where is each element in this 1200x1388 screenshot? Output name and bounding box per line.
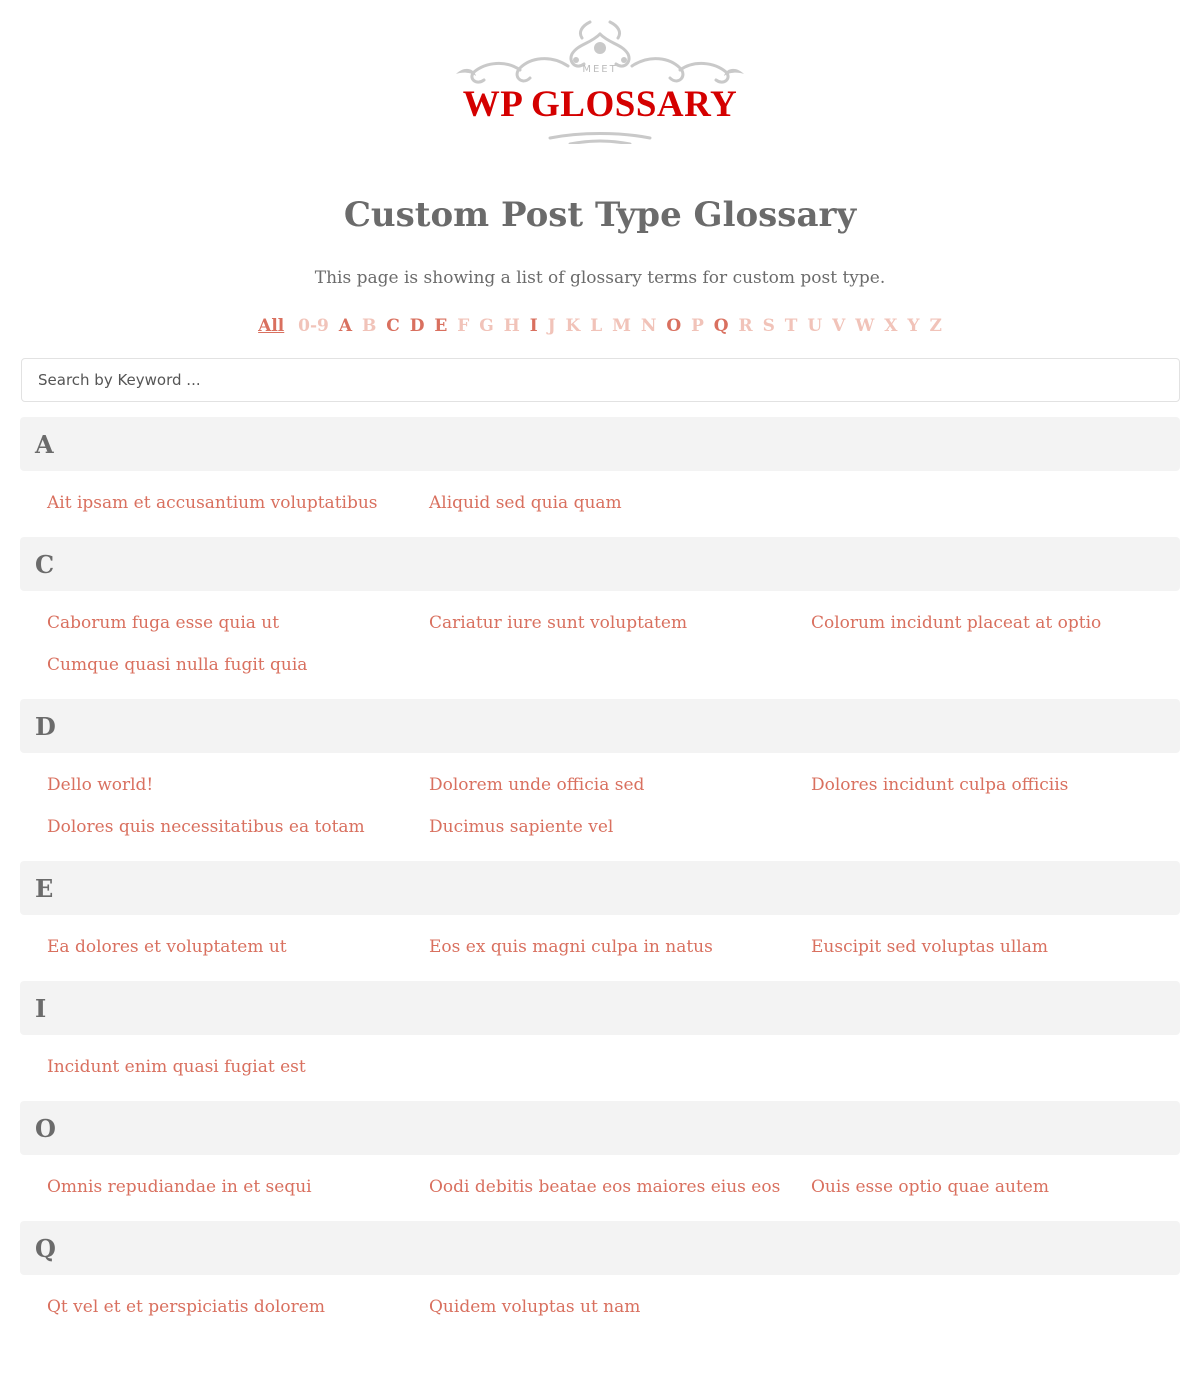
group-term-list [20, 591, 1180, 699]
glossary-term-link[interactable]: Colorum incidunt placeat at optio [811, 613, 1102, 633]
filter-letter-f: F [457, 316, 470, 336]
glossary-term-link[interactable]: Quidem voluptas ut nam [429, 1297, 641, 1317]
glossary-term-link[interactable]: Ea dolores et voluptatem ut [47, 937, 287, 957]
glossary-term-link[interactable]: Ducimus sapiente vel [429, 817, 614, 837]
glossary-term-link[interactable]: Euscipit sed voluptas ullam [811, 937, 1048, 957]
filter-letter-r: R [738, 316, 753, 336]
filter-letter-l: L [590, 316, 603, 336]
glossary-term-link[interactable]: Ait ipsam et accusantium voluptatibus [47, 493, 378, 513]
search-input[interactable] [36, 370, 1165, 390]
filter-letter-k: K [565, 316, 581, 336]
page-intro: This page is showing a list of glossary terms for custom post type. [314, 268, 886, 288]
glossary-term-link[interactable]: Cariatur iure sunt voluptatem [429, 613, 688, 633]
filter-letter-n: N [640, 316, 657, 336]
glossary-group-i [20, 981, 1180, 1101]
alphabet-filter [0, 314, 1200, 338]
glossary-term-link[interactable]: Caborum fuga esse quia ut [47, 613, 280, 633]
glossary-group-d [20, 699, 1180, 861]
search-box [21, 358, 1180, 402]
glossary-term-link[interactable]: Dolorem unde officia sed [429, 775, 645, 795]
filter-letter-c[interactable]: C [386, 316, 400, 336]
group-heading: E [20, 861, 1180, 915]
glossary-term-link[interactable]: Dolores incidunt culpa officiis [811, 775, 1069, 795]
filter-letter-i[interactable]: I [529, 316, 538, 336]
filter-letter-numbers: 0-9 [298, 316, 329, 336]
group-heading: Q [20, 1221, 1180, 1275]
group-term-list [20, 1035, 1180, 1101]
group-heading: D [20, 699, 1180, 753]
filter-letter-b: B [361, 316, 377, 336]
group-term-list [20, 915, 1180, 981]
glossary-term-link[interactable]: Dello world! [47, 775, 154, 795]
filter-letter-p: P [691, 316, 704, 336]
filter-letter-w: W [855, 316, 875, 336]
glossary-term-link[interactable]: Qt vel et et perspiciatis dolorem [47, 1297, 325, 1317]
filter-letter-z: Z [929, 316, 942, 336]
glossary-group-c [20, 537, 1180, 699]
filter-letter-x: X [884, 316, 898, 336]
glossary-term-link[interactable]: Incidunt enim quasi fugiat est [47, 1057, 306, 1077]
glossary-group-e [20, 861, 1180, 981]
filter-letter-s: S [762, 316, 775, 336]
group-heading: O [20, 1101, 1180, 1155]
glossary-term-link[interactable]: Aliquid sed quia quam [429, 493, 622, 513]
filter-letter-m: M [612, 316, 631, 336]
glossary-term-link[interactable]: Omnis repudiandae in et sequi [47, 1177, 312, 1197]
glossary-groups [20, 417, 1180, 1341]
filter-letter-v: V [832, 316, 846, 336]
site-logo[interactable] [450, 14, 750, 144]
glossary-group-q [20, 1221, 1180, 1341]
glossary-group-a [20, 417, 1180, 537]
filter-letter-h: H [503, 316, 520, 336]
group-term-list [20, 753, 1180, 861]
group-term-list [20, 1155, 1180, 1221]
group-term-list [20, 471, 1180, 537]
glossary-term-link[interactable]: Oodi debitis beatae eos maiores eius eos [429, 1177, 781, 1197]
glossary-term-link[interactable]: Ouis esse optio quae autem [811, 1177, 1049, 1197]
filter-letter-e[interactable]: E [434, 316, 448, 336]
group-term-list [20, 1275, 1180, 1341]
group-heading: I [20, 981, 1180, 1035]
glossary-term-link[interactable]: Dolores quis necessitatibus ea totam [47, 817, 365, 837]
filter-letter-j: J [547, 316, 556, 336]
logo-meet-text: MEET [582, 64, 618, 75]
filter-letter-a[interactable]: A [338, 316, 353, 336]
filter-letter-y: Y [907, 316, 920, 336]
filter-letter-g: G [479, 316, 494, 336]
filter-letter-q[interactable]: Q [713, 316, 729, 336]
glossary-term-link[interactable]: Eos ex quis magni culpa in natus [429, 937, 713, 957]
filter-all-link[interactable]: All [258, 316, 285, 336]
logo-wordmark: WP GLOSSARY [462, 84, 738, 125]
group-heading: C [20, 537, 1180, 591]
filter-letter-t: T [784, 316, 798, 336]
group-heading: A [20, 417, 1180, 471]
glossary-term-link[interactable]: Cumque quasi nulla fugit quia [47, 655, 308, 675]
filter-letter-d[interactable]: D [409, 316, 425, 336]
filter-letter-o[interactable]: O [666, 316, 682, 336]
page-title: Custom Post Type Glossary [343, 195, 857, 235]
filter-letter-u: U [807, 316, 823, 336]
glossary-group-o [20, 1101, 1180, 1221]
